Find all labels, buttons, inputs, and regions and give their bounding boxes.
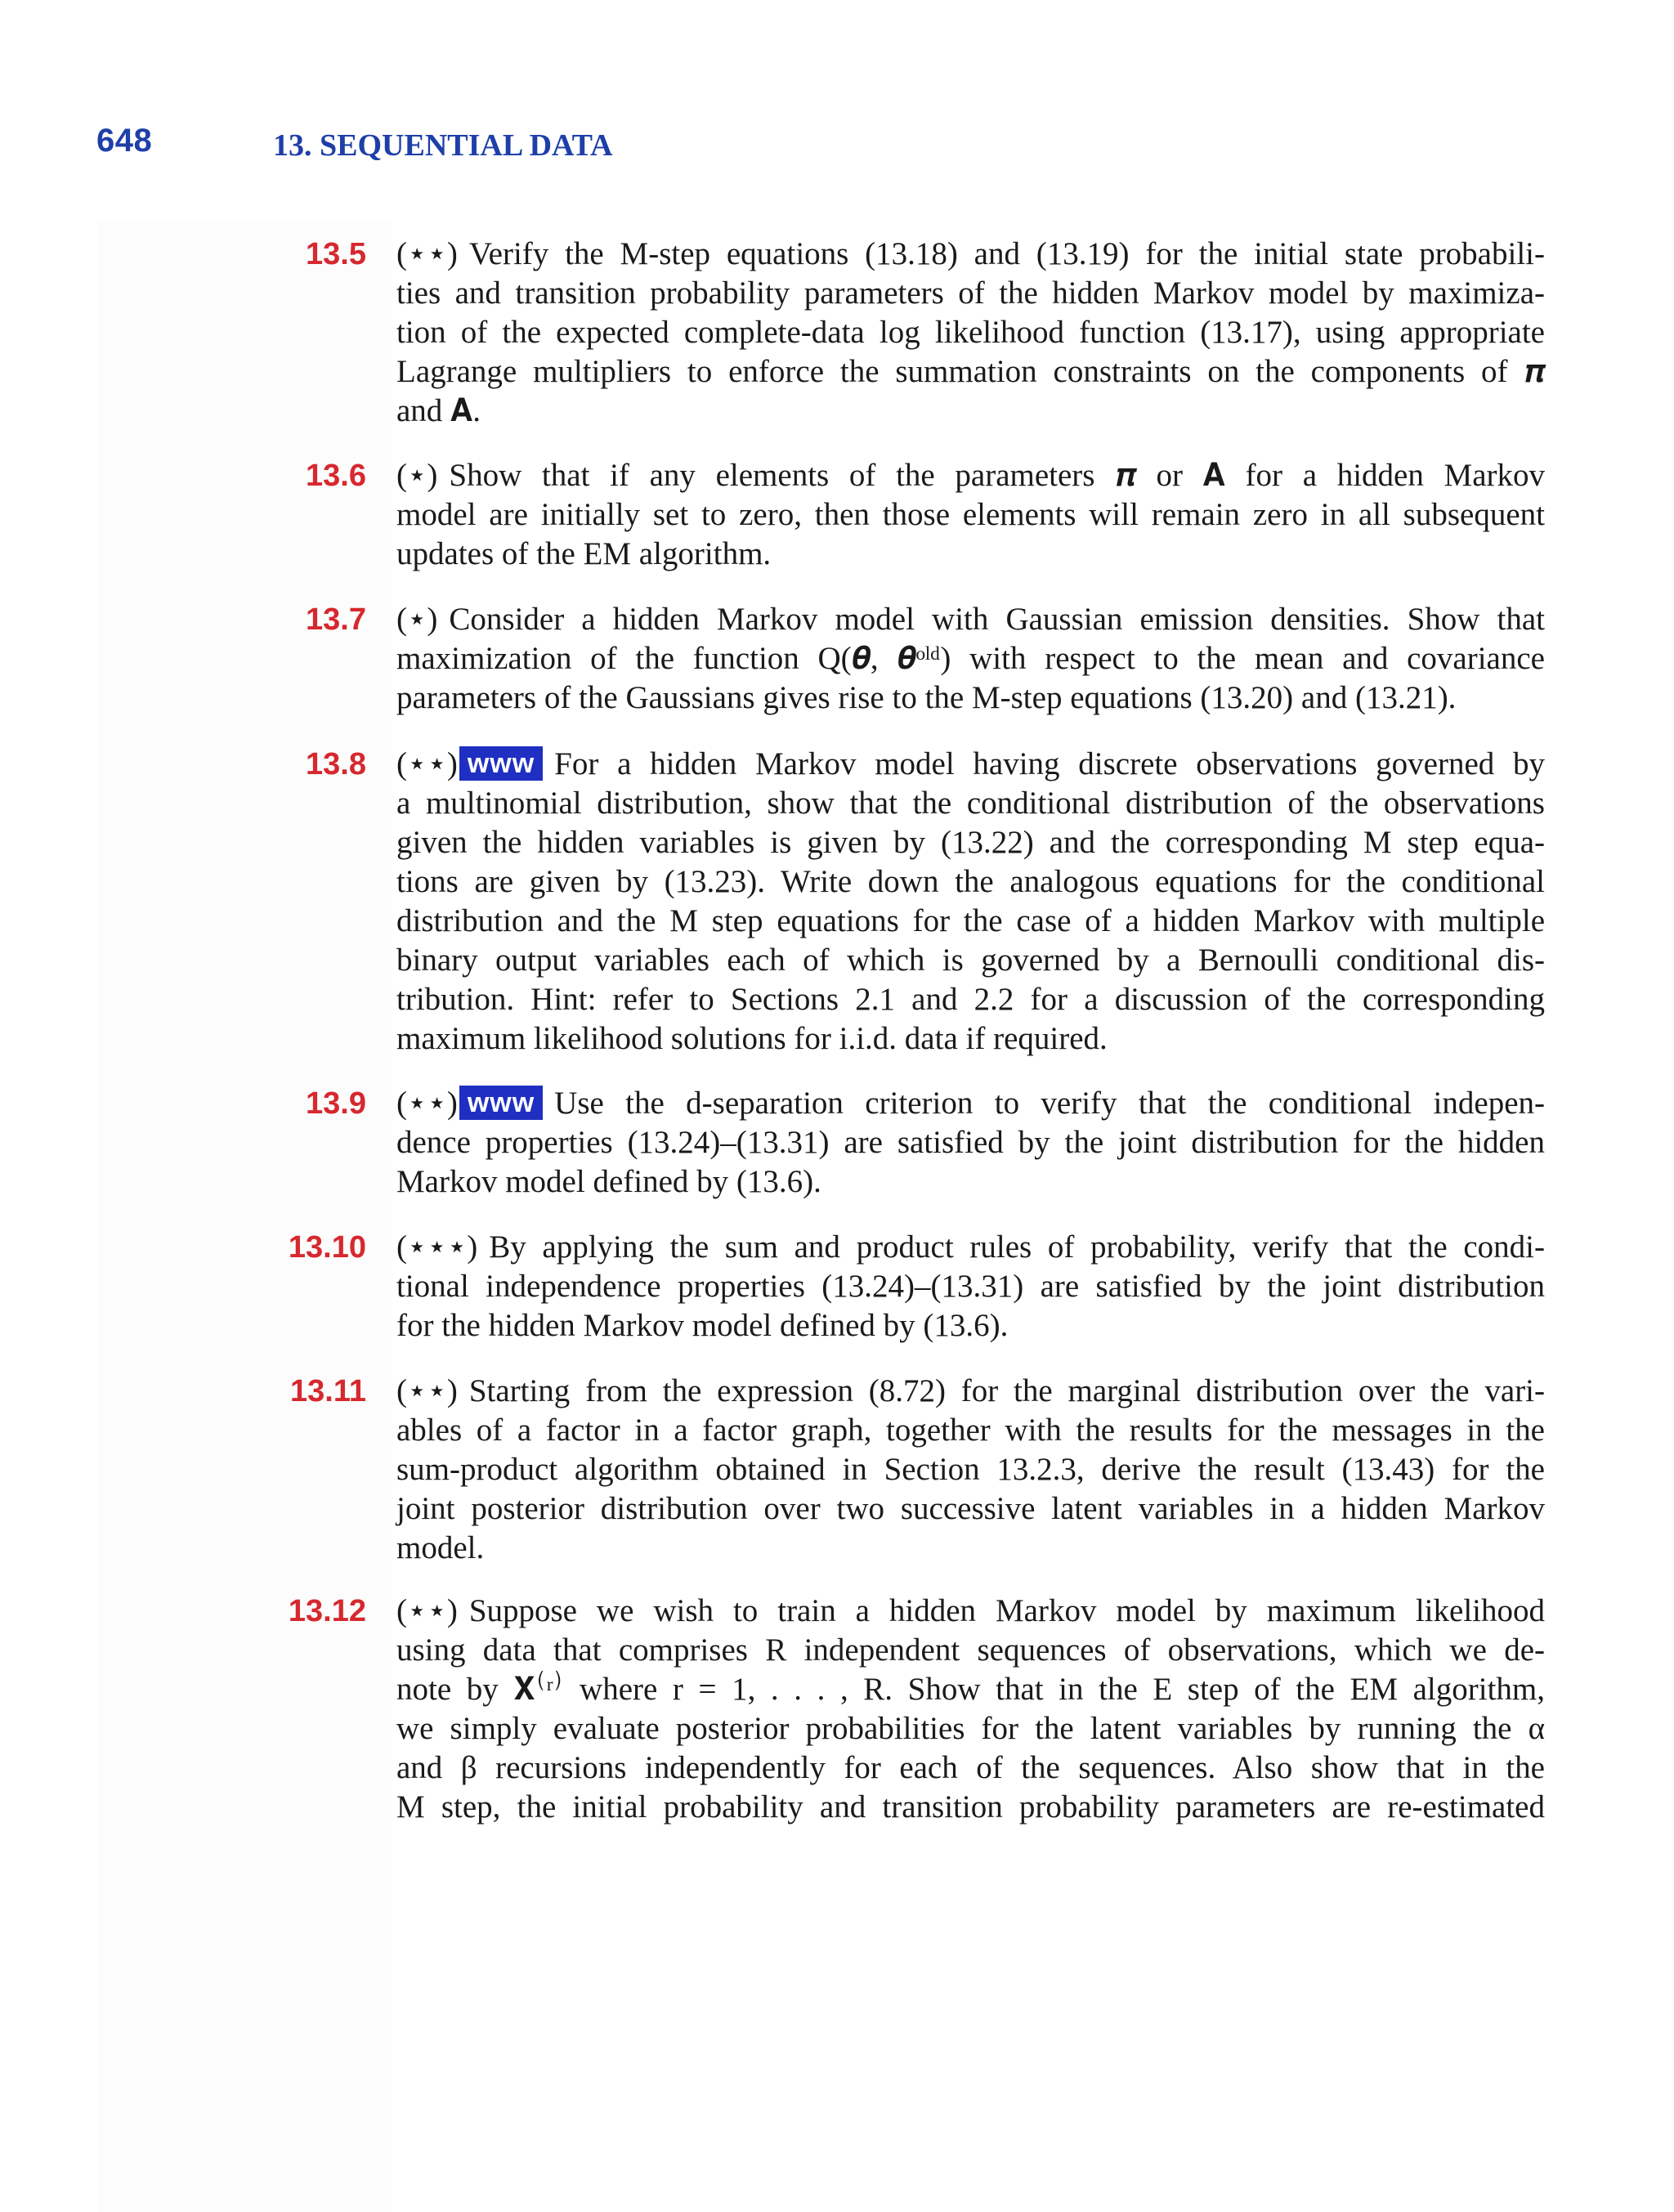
exercise-line: By applying the sum and product rules of probability, verify that the condi- xyxy=(489,1229,1545,1265)
exercise-number: 13.6 xyxy=(306,459,366,493)
exercise-number: 13.12 xyxy=(288,1594,366,1628)
exercise-line: tribution. Hint: refer to Sections 2.1 and 2.2 for a discussion of the corresponding xyxy=(396,982,1545,1017)
exercise-text xyxy=(396,745,1545,1059)
exercise-text xyxy=(396,1228,1545,1346)
exercise-number: 13.7 xyxy=(306,602,366,637)
exercise-line: binary output variables each of which is governed by a Bernoulli conditional dis- xyxy=(396,943,1545,978)
difficulty-stars: (⋆⋆) xyxy=(396,1086,458,1121)
exercise-line: using data that comprises R independent sequences of observations, which we de- xyxy=(396,1632,1545,1668)
exercise-line: Use the d-separation criterion to verify that the conditional indepen- xyxy=(554,1086,1545,1121)
exercise-line: Lagrange multipliers to enforce the summation constraints on the components of 𝝅 xyxy=(396,354,1545,389)
exercise-text xyxy=(396,235,1545,431)
exercise-line: distribution and the M step equations for the case of a hidden Markov with multiple xyxy=(396,903,1545,938)
page-number: 648 xyxy=(96,123,153,159)
exercise-line: tions are given by (13.23). Write down the analogous equations for the conditional xyxy=(396,864,1545,899)
difficulty-stars: (⋆) xyxy=(396,602,438,637)
exercise-line: Show that if any elements of the parameters 𝝅 or 𝐀 for a hidden Markov xyxy=(449,458,1545,493)
exercise-line: and β recursions independently for each of the sequences. Also show that in the xyxy=(396,1750,1545,1785)
exercise-line: ables of a factor in a factor graph, together with the results for the messages in the xyxy=(396,1413,1545,1448)
www-solution-badge[interactable]: www xyxy=(459,746,543,781)
exercise-line: dence properties (13.24)–(13.31) are satisfied by the joint distribution for the hidden xyxy=(396,1125,1545,1160)
exercise-text xyxy=(396,1084,1545,1202)
exercise-line: Suppose we wish to train a hidden Markov model by maximum likelihood xyxy=(468,1593,1545,1628)
exercise-line: sum-product algorithm obtained in Section 13.2.3, derive the result (13.43) for the xyxy=(396,1452,1545,1487)
exercise-text xyxy=(396,1372,1545,1568)
www-solution-badge[interactable]: www xyxy=(459,1086,543,1120)
exercise-text xyxy=(396,456,1545,574)
margin-column xyxy=(98,221,392,2212)
exercise-line: maximization of the function Q(𝜽, 𝜽ᵒˡᵈ) with respect to the mean and covariance xyxy=(396,641,1545,676)
running-head: 13. SEQUENTIAL DATA xyxy=(273,128,613,163)
exercise-line: M step, the initial probability and transition probability parameters are re-estimated xyxy=(396,1789,1545,1825)
exercise-line: we simply evaluate posterior probabilities for the latent variables by running the α xyxy=(396,1711,1545,1746)
difficulty-stars: (⋆⋆) xyxy=(396,1593,458,1628)
difficulty-stars: (⋆) xyxy=(396,458,438,493)
exercise-text xyxy=(396,1592,1545,1827)
exercise-line: Verify the M-step equations (13.18) and (13.19) for the initial state probabili- xyxy=(468,236,1545,271)
difficulty-stars: (⋆⋆⋆) xyxy=(396,1229,478,1265)
exercise-line: For a hidden Markov model having discrete observations governed by xyxy=(554,746,1545,781)
difficulty-stars: (⋆⋆) xyxy=(396,746,458,781)
exercise-line: parameters of the Gaussians gives rise to the M-step equations (13.20) and (13.21). xyxy=(396,680,1457,715)
exercise-line: Consider a hidden Markov model with Gaussian emission densities. Show that xyxy=(449,602,1545,637)
exercise-line: joint posterior distribution over two successive latent variables in a hidden Markov xyxy=(396,1491,1545,1526)
exercise-line: for the hidden Markov model defined by (13.6). xyxy=(396,1308,1009,1343)
exercise-line: tional independence properties (13.24)–(13.31) are satisfied by the joint distribution xyxy=(396,1269,1545,1304)
exercise-line: updates of the EM algorithm. xyxy=(396,536,772,571)
exercise-line: note by 𝐗⁽ʳ⁾ where r = 1, . . . , R. Show that in the E step of the EM algorithm, xyxy=(396,1672,1545,1707)
exercise-text xyxy=(396,600,1545,718)
exercise-line: Starting from the expression (8.72) for the marginal distribution over the vari- xyxy=(468,1373,1545,1408)
exercise-line: given the hidden variables is given by (13.22) and the corresponding M step equa- xyxy=(396,825,1545,860)
exercise-number: 13.11 xyxy=(290,1374,366,1408)
exercise-line: a multinomial distribution, show that the conditional distribution of the observations xyxy=(396,786,1545,821)
exercise-line: Markov model defined by (13.6). xyxy=(396,1164,821,1199)
difficulty-stars: (⋆⋆) xyxy=(396,1373,458,1408)
exercise-line: maximum likelihood solutions for i.i.d. data if required. xyxy=(396,1021,1108,1056)
exercise-number: 13.9 xyxy=(306,1086,366,1121)
exercise-line: model. xyxy=(396,1530,485,1565)
difficulty-stars: (⋆⋆) xyxy=(396,236,458,271)
exercise-number: 13.10 xyxy=(288,1230,366,1265)
exercise-line: model are initially set to zero, then those elements will remain zero in all subsequent xyxy=(396,497,1545,532)
exercise-number: 13.8 xyxy=(306,747,366,781)
exercise-line: tion of the expected complete-data log likelihood function (13.17), using appropriate xyxy=(396,315,1545,350)
exercise-line: ties and transition probability parameters of the hidden Markov model by maximiza- xyxy=(396,275,1545,311)
exercise-line: and 𝐀. xyxy=(396,393,481,428)
exercise-number: 13.5 xyxy=(306,237,366,271)
